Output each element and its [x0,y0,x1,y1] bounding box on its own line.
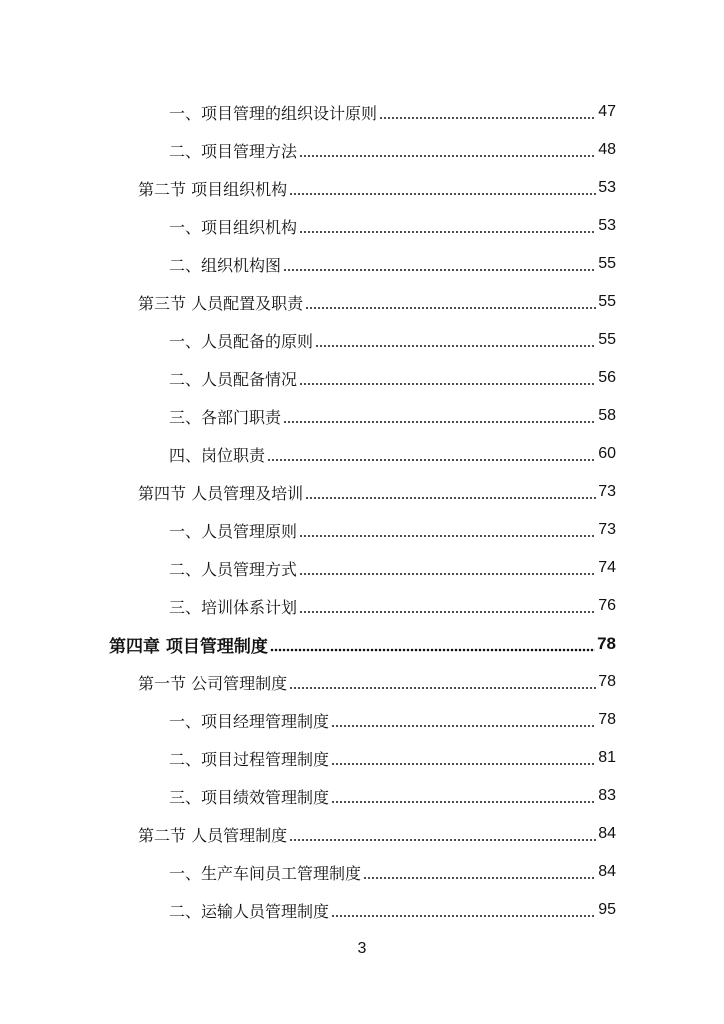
toc-entry-page-number: 76 [598,597,616,614]
toc-dot-leader [331,750,596,766]
toc-entry-title: 二、项目管理方法 [169,141,298,161]
toc-entry-page-number: 53 [598,179,616,196]
toc-entry-page-number: 73 [598,483,616,500]
toc-subsection-entry[interactable] [0,853,724,891]
toc-dot-leader [299,142,596,158]
toc-entry-title: 第二节 项目组织机构 [138,179,288,199]
toc-entry-page-number: 58 [598,407,616,424]
toc-entry-page-number: 55 [598,255,616,272]
toc-entry-page-number: 60 [598,445,616,462]
toc-dot-leader [270,636,595,652]
toc-entry-title: 一、项目组织机构 [169,217,298,237]
toc-subsection-entry[interactable] [0,131,724,169]
toc-section-entry[interactable] [0,663,724,701]
toc-entry-page-number: 74 [598,559,616,576]
toc-subsection-entry[interactable] [0,397,724,435]
toc-dot-leader [289,180,596,196]
toc-section-entry[interactable] [0,473,724,511]
toc-entry-title: 第二节 人员管理制度 [138,825,288,845]
toc-entry-page-number: 81 [598,749,616,766]
toc-subsection-entry[interactable] [0,891,724,929]
toc-subsection-entry[interactable] [0,777,724,815]
toc-dot-leader [305,294,596,310]
toc-entry-page-number: 84 [598,825,616,842]
toc-dot-leader [283,256,596,272]
table-of-contents [0,93,724,929]
toc-dot-leader [283,408,596,424]
toc-chapter-entry[interactable] [0,625,724,663]
toc-entry-title: 三、培训体系计划 [169,597,298,617]
toc-dot-leader [299,218,596,234]
toc-entry-page-number: 78 [597,634,616,653]
toc-subsection-entry[interactable] [0,549,724,587]
toc-entry-page-number: 55 [598,331,616,348]
toc-entry-title: 一、生产车间员工管理制度 [169,863,362,883]
toc-subsection-entry[interactable] [0,511,724,549]
toc-entry-page-number: 73 [598,521,616,538]
toc-dot-leader [363,864,596,880]
toc-entry-page-number: 48 [598,141,616,158]
toc-subsection-entry[interactable] [0,359,724,397]
toc-dot-leader [299,522,596,538]
toc-subsection-entry[interactable] [0,321,724,359]
toc-entry-title: 二、项目过程管理制度 [169,749,330,769]
toc-entry-page-number: 83 [598,787,616,804]
toc-entry-title: 一、人员配备的原则 [169,331,314,351]
toc-entry-title: 二、组织机构图 [169,255,282,275]
toc-section-entry[interactable] [0,815,724,853]
toc-entry-title: 第一节 公司管理制度 [138,673,288,693]
toc-dot-leader [305,484,596,500]
toc-section-entry[interactable] [0,283,724,321]
toc-dot-leader [379,104,596,120]
toc-entry-title: 三、各部门职责 [169,407,282,427]
toc-subsection-entry[interactable] [0,93,724,131]
toc-entry-page-number: 47 [598,103,616,120]
toc-dot-leader [289,674,596,690]
toc-dot-leader [289,826,596,842]
toc-subsection-entry[interactable] [0,207,724,245]
toc-entry-page-number: 84 [598,863,616,880]
toc-subsection-entry[interactable] [0,435,724,473]
toc-entry-page-number: 56 [598,369,616,386]
toc-dot-leader [267,446,596,462]
toc-entry-title: 第三节 人员配置及职责 [138,293,304,313]
toc-entry-title: 一、人员管理原则 [169,521,298,541]
toc-entry-title: 四、岗位职责 [169,445,266,465]
toc-dot-leader [331,712,596,728]
toc-entry-title: 二、人员管理方式 [169,559,298,579]
toc-dot-leader [299,598,596,614]
toc-entry-title: 二、运输人员管理制度 [169,901,330,921]
toc-entry-title: 第四章 项目管理制度 [109,636,268,657]
page-number: 3 [357,940,367,957]
toc-entry-page-number: 95 [598,901,616,918]
toc-entry-page-number: 53 [598,217,616,234]
toc-subsection-entry[interactable] [0,701,724,739]
toc-subsection-entry[interactable] [0,245,724,283]
toc-section-entry[interactable] [0,169,724,207]
toc-entry-title: 一、项目经理管理制度 [169,711,330,731]
toc-dot-leader [315,332,596,348]
toc-entry-title: 第四节 人员管理及培训 [138,483,304,503]
toc-entry-page-number: 78 [598,711,616,728]
toc-dot-leader [299,560,596,576]
toc-subsection-entry[interactable] [0,739,724,777]
toc-entry-page-number: 78 [598,673,616,690]
toc-entry-title: 三、项目绩效管理制度 [169,787,330,807]
toc-subsection-entry[interactable] [0,587,724,625]
toc-entry-title: 一、项目管理的组织设计原则 [169,103,378,123]
toc-entry-page-number: 55 [598,293,616,310]
toc-dot-leader [299,370,596,386]
toc-dot-leader [331,902,596,918]
toc-dot-leader [331,788,596,804]
toc-entry-title: 二、人员配备情况 [169,369,298,389]
